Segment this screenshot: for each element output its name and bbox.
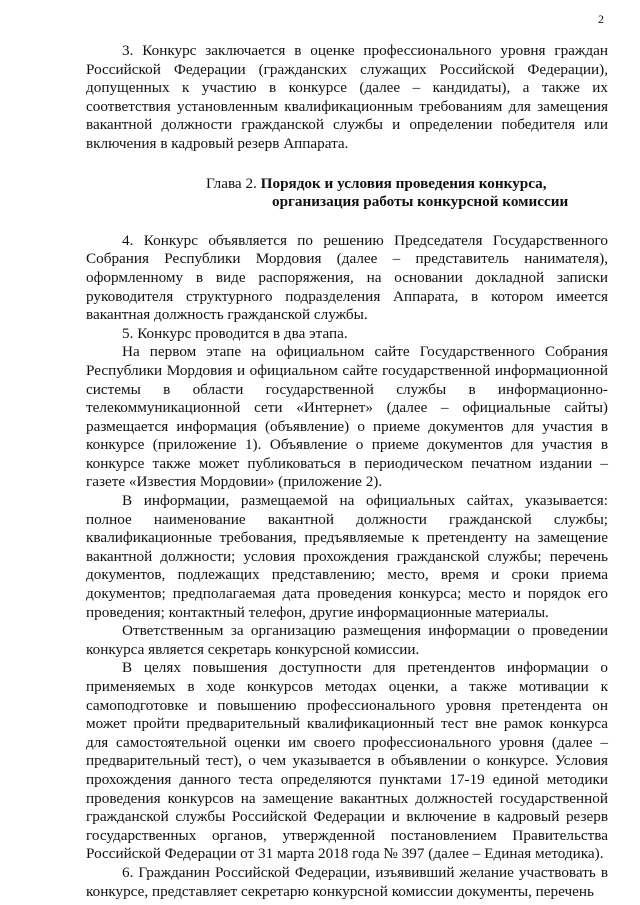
- chapter-heading-title-line1: Порядок и условия проведения конкурса,: [260, 174, 547, 192]
- paragraph-4: 4. Конкурс объявляется по решению Председателя Государственного Собрания Республики Мордовия (далее – представитель нанимателя), оформленному в виде распоряжения, на основании докладной записки руководителя структурного подразделения Аппарата, в котором имеется вакантная должность гражданской службы.: [86, 231, 608, 324]
- chapter-heading: [86, 175, 608, 212]
- document-body: [86, 42, 608, 901]
- paragraph-6: 6. Гражданин Российской Федерации, изъявивший желание участвовать в конкурсе, представляет секретарю конкурсной комиссии документы, перечень: [86, 863, 608, 900]
- paragraph-5-preliminary-test: В целях повышения доступности для претендентов информации о применяемых в ходе конкурсов методах оценки, а также мотивации к самоподготовке и повышению профессионального уровня претендента он может пройти предварительный квалификационный тест вне рамок конкурса для самостоятельной оценки им своего профессионального уровня (далее – предварительный тест), о чем указывается в объявлении о конкурсе. Условия прохождения данного теста определяются пунктами 17-19 единой методики проведения конкурсов на замещение вакантных должностей государственной гражданской службы Российской Федерации и включение в кадровый резерв государственных органов, утвержденной постановлением Правительства Российской Федерации от 31 марта 2018 года № 397 (далее – Единая методика).: [86, 659, 608, 863]
- paragraph-5-info-contents: В информации, размещаемой на официальных сайтах, указывается: полное наименование вакантной должности гражданской службы; квалификационные требования, предъявляемые к претенденту на замещение вакантной должности; условия прохождения гражданской службы; перечень документов, подлежащих представлению; место, время и сроки приема документов; предполагаемая дата проведения конкурса; место и порядок его проведения; контактный телефон, другие информационные материалы.: [86, 492, 608, 621]
- paragraph-5: 5. Конкурс проводится в два этапа.: [122, 324, 348, 342]
- paragraph-3: 3. Конкурс заключается в оценке профессионального уровня граждан Российской Федерации (гражданских служащих Российской Федерации), допущенных к участию в конкурсе (далее – кандидаты), а также их соответствия установленным квалификационным требованиям для замещения вакантной должности гражданской службы и определении победителя или включения в кадровый резерв Аппарата.: [86, 42, 608, 152]
- page-number: 2: [598, 12, 604, 26]
- chapter-heading-title-line2: организация работы конкурсной комиссии: [272, 193, 569, 211]
- paragraph-5-responsible: Ответственным за организацию размещения информации о проведении конкурса является секретарь конкурсной комиссии.: [86, 622, 608, 658]
- chapter-heading-prefix: Глава 2.: [206, 174, 261, 192]
- paragraph-5-first-stage: На первом этапе на официальном сайте Государственного Собрания Республики Мордовия и официальном сайте государственной информационной системы в области государственной службы в информационно-телекоммуникационной сети «Интернет» (далее – официальные сайты) размещается информация (объявление) о приеме документов для участия в конкурсе (приложение 1). Объявление о приеме документов для участия в конкурсе также может публиковаться в периодическом печатном издании – газете «Известия Мордовии» (приложение 2).: [86, 343, 608, 491]
